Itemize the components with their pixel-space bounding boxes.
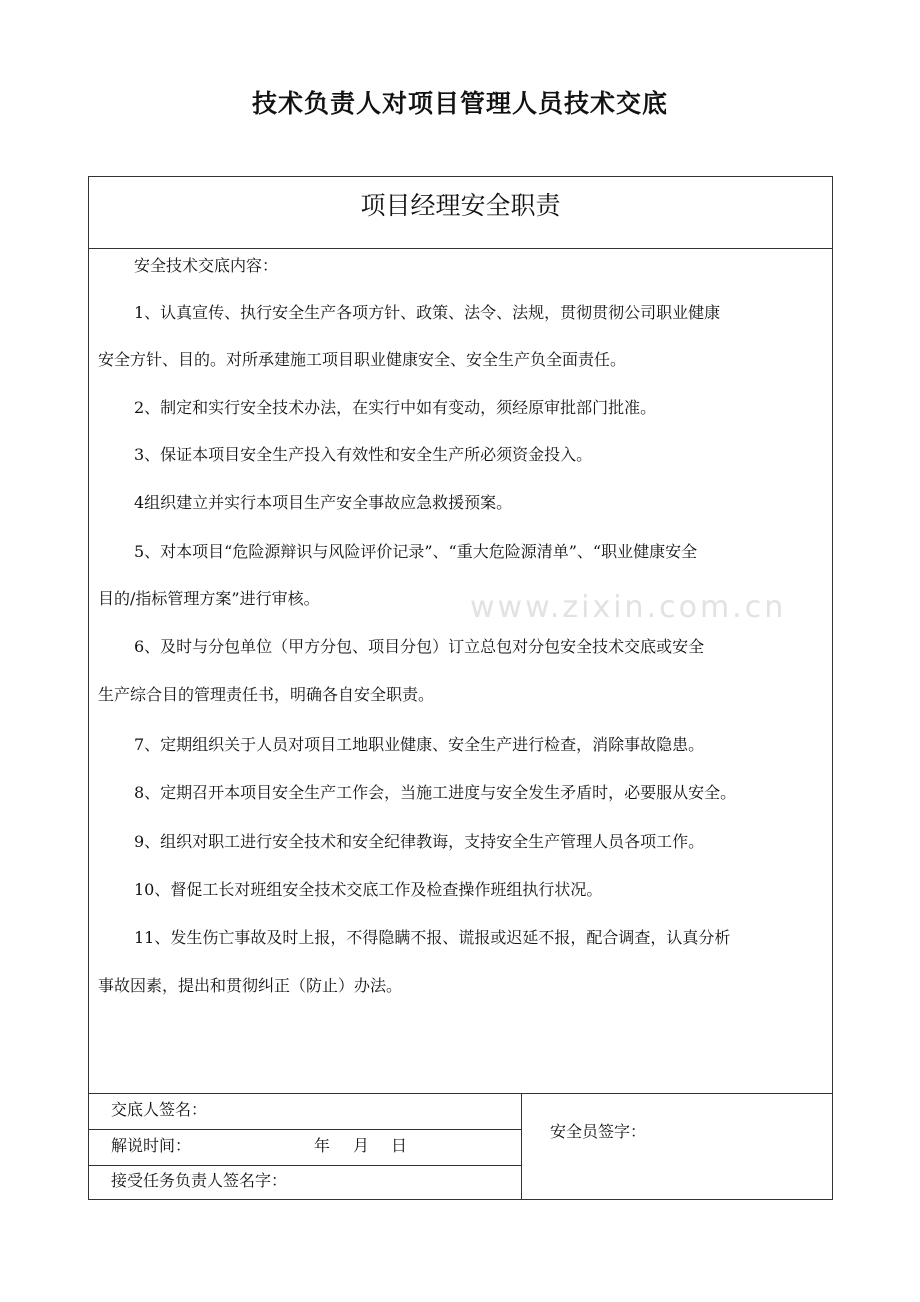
- content-line: 生产综合目的管理责任书，明确各自安全职责。: [98, 685, 435, 704]
- content-line: 9、组织对职工进行安全技术和安全纪律教诲，支持安全生产管理人员各项工作。: [134, 832, 705, 851]
- intro-line: 安全技术交底内容：: [134, 256, 279, 275]
- receiver-signature-label: 接受任务负责人签名字：: [111, 1171, 288, 1190]
- section-title: 项目经理安全职责: [89, 177, 832, 249]
- explanation-time-row: [89, 1130, 521, 1166]
- safety-officer-signature-label: 安全员签字：: [550, 1122, 647, 1141]
- discloser-signature-row: [89, 1094, 521, 1130]
- document-title: 技术负责人对项目管理人员技术交底: [251, 89, 668, 118]
- content-line: 11、发生伤亡事故及时上报，不得隐瞒不报、谎报或迟延不报，配合调查，认真分析: [134, 928, 731, 947]
- content-cell: [89, 249, 832, 1094]
- receiver-signature-row: [89, 1166, 521, 1200]
- content-line: 8、定期召开本项目安全生产工作会，当施工进度与安全发生矛盾时，必要服从安全。: [134, 783, 737, 802]
- content-line: 目的/指标管理方案”进行审核。: [98, 589, 320, 608]
- disclosure-table: [88, 176, 833, 1200]
- discloser-signature-label: 交底人签名：: [111, 1100, 208, 1119]
- content-line: 事故因素，提出和贯彻纠正（防止）办法。: [98, 976, 403, 995]
- content-line: 6、及时与分包单位（甲方分包、项目分包）订立总包对分包安全技术交底或安全: [134, 637, 705, 656]
- content-line: 10、督促工长对班组安全技术交底工作及检查操作班组执行状况。: [134, 880, 603, 899]
- day-label: 日: [391, 1136, 408, 1155]
- signature-left-cell: [89, 1094, 522, 1200]
- content-line: 4组织建立并实行本项目生产安全事故应急救援预案。: [134, 493, 513, 512]
- content-line: 1、认真宣传、执行安全生产各项方针、政策、法令、法规，贯彻贯彻公司职业健康: [134, 303, 721, 322]
- content-line: 3、保证本项目安全生产投入有效性和安全生产所必须资金投入。: [134, 445, 593, 464]
- month-label: 月: [353, 1136, 370, 1155]
- content-line: 2、制定和实行安全技术办法，在实行中如有变动，须经原审批部门批准。: [134, 398, 657, 417]
- content-line: 安全方针、目的。对所承建施工项目职业健康安全、安全生产负全面责任。: [98, 350, 627, 369]
- explanation-time-label: 解说时间：: [111, 1136, 192, 1155]
- watermark: www.zixin.com.cn: [470, 590, 787, 625]
- year-label: 年: [314, 1136, 331, 1155]
- content-line: 5、对本项目“危险源辩识与风险评价记录”、“重大危险源清单”、“职业健康安全: [134, 542, 698, 561]
- content-line: 7、定期组织关于人员对项目工地职业健康、安全生产进行检查，消除事故隐患。: [134, 735, 705, 754]
